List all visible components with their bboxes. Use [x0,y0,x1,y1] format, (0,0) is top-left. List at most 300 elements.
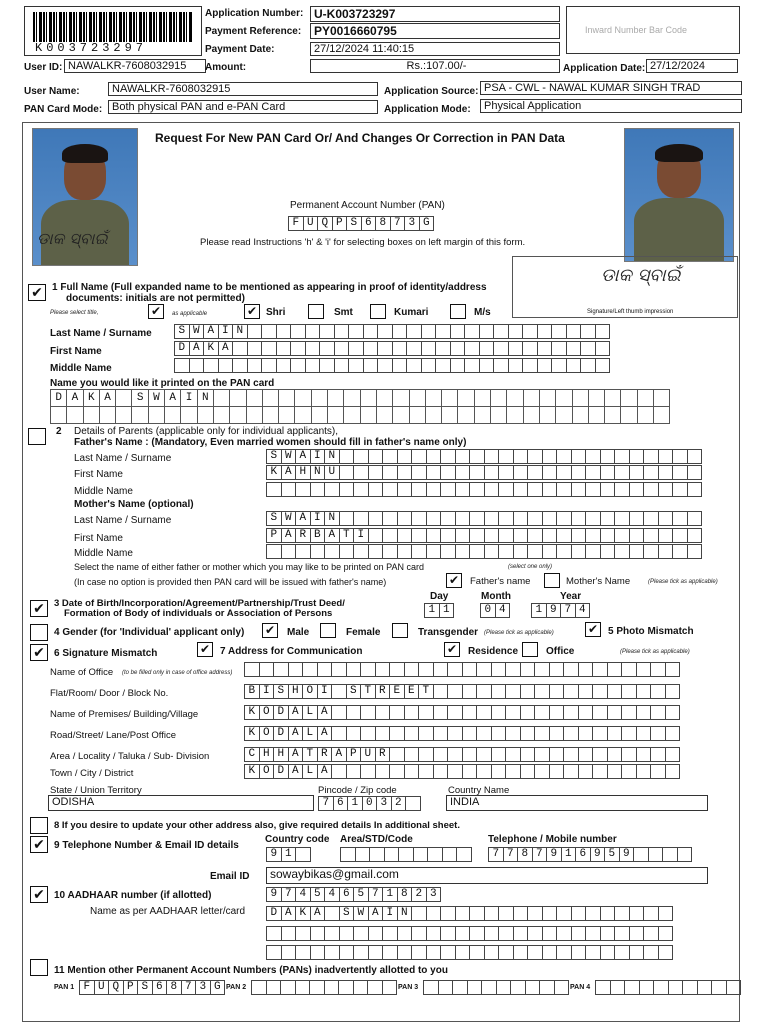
char-cell [653,389,670,407]
char-cell [334,358,350,373]
char-cell: I [259,684,275,699]
char-cell [643,926,659,941]
s10-label: 10 AADHAAR number (if allotted) [54,890,212,901]
char-cell: T [360,684,376,699]
char-cell: 8 [397,887,413,902]
char-cell: T [302,747,318,762]
char-cell: E [404,684,420,699]
char-cell [363,341,379,356]
char-cell [665,684,681,699]
s2-label-a: Details of Parents (applicable only for individual applicants), [74,426,339,437]
char-cell [440,528,456,543]
shri-label: Shri [266,307,286,318]
year-label: Year [560,591,582,602]
barcode-text: K003723297 [35,41,148,55]
char-cell [433,726,449,741]
char-cell: A [317,764,333,779]
char-cell: N [324,449,340,464]
char-cell [338,980,354,995]
char-cell [637,389,654,407]
ms-label: M/s [474,307,491,318]
char-cell: 6 [575,847,591,862]
pan1-value [79,980,224,995]
char-cell [331,764,347,779]
char-cell: D [273,705,289,720]
s9-label: 9 Telephone Number & Email ID details [54,840,239,851]
office-checkbox[interactable] [522,642,538,657]
char-cell [440,945,456,960]
char-cell [658,449,674,464]
char-cell: A [288,747,304,762]
char-cell [353,926,369,941]
char-cell [537,341,553,356]
char-cell [348,358,364,373]
char-cell [455,465,471,480]
char-cell [658,482,674,497]
char-cell: W [148,389,165,407]
char-cell [571,528,587,543]
char-cell [658,926,674,941]
char-cell: 6 [361,216,377,231]
char-cell [295,847,311,862]
char-cell [353,980,369,995]
char-cell [290,358,306,373]
char-cell [566,324,582,339]
char-cell [484,544,500,559]
s1-middle-name-label: Middle Name [50,363,112,374]
country-code-value [266,847,310,862]
char-cell [643,482,659,497]
s1-print-name-row2 [50,406,669,424]
office-name [244,662,679,677]
char-cell [339,945,355,960]
char-cell [83,406,100,424]
char-cell: Q [317,216,333,231]
char-cell: 9 [266,887,282,902]
char-cell [600,926,616,941]
char-cell [469,926,485,941]
s1-first-name-label: First Name [50,346,102,357]
char-cell [639,980,655,995]
char-cell [484,449,500,464]
char-cell [435,358,451,373]
char-cell [578,662,594,677]
s1-checkbox[interactable]: ✔ [28,284,46,301]
char-cell [392,389,409,407]
char-cell [650,705,666,720]
pan2-label: PAN 2 [226,984,247,991]
char-cell [687,482,703,497]
char-cell [527,926,543,941]
smt-checkbox[interactable] [308,304,324,319]
char-cell [115,406,132,424]
char-cell [476,662,492,677]
char-cell [563,764,579,779]
char-cell [534,684,550,699]
char-cell: L [302,726,318,741]
char-cell [592,662,608,677]
char-cell [353,482,369,497]
char-cell: A [310,906,326,921]
char-cell: P [346,747,362,762]
char-cell [498,926,514,941]
char-cell [556,449,572,464]
town-value [244,764,679,779]
mothers-name-checkbox[interactable] [544,573,560,588]
char-cell: S [273,684,289,699]
char-cell [406,324,422,339]
char-cell [455,544,471,559]
char-cell [498,906,514,921]
day-label: Day [430,591,449,602]
s8-checkbox[interactable] [30,817,48,834]
char-cell [551,341,567,356]
s3-checkbox[interactable]: ✔ [30,600,48,617]
char-cell [276,341,292,356]
char-cell: S [339,906,355,921]
residence-checkbox[interactable]: ✔ [444,642,460,657]
instructions: Please read Instructions 'h' & 'i' for selecting boxes on left margin of this form. [200,237,526,248]
pan3-label: PAN 3 [398,984,419,991]
char-cell [614,544,630,559]
email-label: Email ID [210,871,250,882]
area-label: Area / Locality / Taluka / Sub- Division [50,751,210,762]
char-cell [643,465,659,480]
char-cell [549,662,565,677]
char-cell [218,358,234,373]
char-cell [369,847,385,862]
char-cell [672,482,688,497]
char-cell [353,544,369,559]
char-cell [197,406,214,424]
char-cell [658,528,674,543]
char-cell [406,358,422,373]
s10-checkbox[interactable]: ✔ [30,886,48,903]
char-cell [447,726,463,741]
mother-first-name [266,528,701,543]
no-option-text: (In case no option is provided then PAN card will be issued with father's name) [74,577,387,587]
char-cell [600,449,616,464]
char-cell [571,465,587,480]
char-cell: K [83,389,100,407]
sig-mismatch-checkbox[interactable]: ✔ [30,644,48,661]
char-cell [174,358,190,373]
char-cell: W [353,906,369,921]
char-cell [426,449,442,464]
char-cell [491,684,507,699]
char-cell [687,528,703,543]
flat-value [244,684,679,699]
char-cell [309,980,325,995]
char-cell [229,406,246,424]
char-cell [637,406,654,424]
pan-card-mode: Both physical PAN and e-PAN Card [108,100,378,114]
char-cell [513,906,529,921]
char-cell [658,906,674,921]
char-cell: D [273,726,289,741]
char-cell: 5 [604,847,620,862]
char-cell [382,449,398,464]
char-cell [563,705,579,720]
char-cell [213,406,230,424]
char-cell [549,705,565,720]
char-cell [435,324,451,339]
char-cell [440,906,456,921]
char-cell [339,926,355,941]
char-cell [457,389,474,407]
female-checkbox[interactable] [320,623,336,638]
char-cell [592,726,608,741]
char-cell: D [50,389,67,407]
male-label: Male [287,627,310,638]
char-cell: 7 [560,603,576,618]
female-label: Female [346,627,381,638]
char-cell [508,358,524,373]
char-cell [697,980,713,995]
char-cell [672,449,688,464]
char-cell: 3 [426,887,442,902]
char-cell: A [288,705,304,720]
char-cell [629,926,645,941]
char-cell [435,341,451,356]
char-cell [441,406,458,424]
char-cell [614,449,630,464]
char-cell [523,389,540,407]
aadhaar-value [266,887,440,902]
char-cell [585,465,601,480]
char-cell: O [259,764,275,779]
user-id-label: User ID: [24,62,63,73]
char-cell [244,662,260,677]
char-cell [614,926,630,941]
char-cell [426,528,442,543]
char-cell: 8 [166,980,182,995]
payment-date-label: Payment Date: [205,44,275,55]
char-cell [508,324,524,339]
char-cell [455,926,471,941]
char-cell [450,324,466,339]
char-cell: Q [108,980,124,995]
char-cell: W [281,511,297,526]
char-cell [662,847,678,862]
char-cell: U [360,747,376,762]
pan-chars [288,216,433,231]
char-cell [498,465,514,480]
char-cell [382,465,398,480]
char-cell [513,482,529,497]
char-cell [621,684,637,699]
char-cell [643,544,659,559]
char-cell [310,482,326,497]
char-cell [360,406,377,424]
char-cell [382,511,398,526]
char-cell: 2 [411,887,427,902]
transgender-checkbox[interactable] [392,623,408,638]
char-cell [556,465,572,480]
char-cell [462,726,478,741]
char-cell [404,662,420,677]
char-cell [513,511,529,526]
char-cell: I [180,389,197,407]
shri-checkbox[interactable]: ✔ [244,304,260,319]
char-cell [534,764,550,779]
char-cell [261,324,277,339]
s11-checkbox[interactable] [30,959,48,976]
father-middle-name [266,482,701,497]
char-cell: R [317,747,333,762]
char-cell [491,764,507,779]
char-cell: S [346,216,362,231]
char-cell: 6 [152,980,168,995]
country-value: INDIA [446,795,708,811]
char-cell [433,684,449,699]
char-cell [542,945,558,960]
ms-checkbox[interactable] [450,304,466,319]
char-cell [278,406,295,424]
char-cell [508,341,524,356]
char-cell [643,528,659,543]
char-cell [273,662,289,677]
char-cell [643,511,659,526]
char-cell [295,926,311,941]
char-cell [294,406,311,424]
char-cell [360,764,376,779]
char-cell: 2 [391,796,407,811]
char-cell [404,747,420,762]
char-cell: H [259,747,275,762]
char-cell [498,449,514,464]
char-cell: P [266,528,282,543]
char-cell [527,544,543,559]
aadhaar-name-row2 [266,926,672,941]
char-cell [614,482,630,497]
father-first-label: First Name [74,469,123,480]
char-cell [464,324,480,339]
char-cell [658,511,674,526]
char-cell [505,747,521,762]
char-cell [677,847,693,862]
char-cell [310,926,326,941]
char-cell [397,945,413,960]
photo-mismatch-checkbox[interactable]: ✔ [585,622,601,637]
char-cell [510,980,526,995]
char-cell [604,389,621,407]
char-cell [542,906,558,921]
char-cell [455,945,471,960]
male-checkbox[interactable]: ✔ [262,623,278,638]
char-cell [261,341,277,356]
char-cell [607,662,623,677]
char-cell [629,449,645,464]
char-cell [653,980,669,995]
char-cell [726,980,742,995]
char-cell [353,465,369,480]
mother-first-label: First Name [74,533,123,544]
char-cell [484,906,500,921]
char-cell [469,465,485,480]
char-cell [566,341,582,356]
char-cell [469,449,485,464]
char-cell [213,389,230,407]
char-cell: 9 [590,847,606,862]
char-cell [404,705,420,720]
aadhaar-name-label: Name as per AADHAAR letter/card [90,906,246,917]
char-cell: 5 [353,887,369,902]
char-cell [527,465,543,480]
char-cell: 7 [390,216,406,231]
char-cell [505,764,521,779]
char-cell [339,511,355,526]
fathers-name-checkbox[interactable]: ✔ [446,573,462,588]
char-cell: G [210,980,226,995]
char-cell [261,358,277,373]
char-cell [490,389,507,407]
char-cell [580,341,596,356]
char-cell [498,482,514,497]
char-cell [203,358,219,373]
char-cell: T [339,528,355,543]
char-cell [455,449,471,464]
user-id: NAWALKR-7608032915 [64,59,206,73]
char-cell [629,465,645,480]
address-comm-checkbox[interactable]: ✔ [197,642,213,657]
dob-month [480,603,509,618]
char-cell [426,511,442,526]
s9-checkbox[interactable]: ✔ [30,836,48,853]
char-cell [353,511,369,526]
char-cell [542,528,558,543]
char-cell [643,449,659,464]
char-cell: A [331,747,347,762]
char-cell [624,980,640,995]
char-cell: A [281,465,297,480]
kumari-checkbox[interactable] [370,304,386,319]
pan-label: Permanent Account Number (PAN) [290,200,445,211]
char-cell [397,528,413,543]
office-note: (to be filled only in case of office address) [122,670,233,676]
char-cell [348,324,364,339]
char-cell [537,358,553,373]
char-cell [353,945,369,960]
char-cell [376,389,393,407]
s1-middle-name [174,358,609,373]
char-cell [484,482,500,497]
char-cell: U [94,980,110,995]
char-cell [578,764,594,779]
select-name-text: Select the name of either father or mother which you may like to be printed on PAN card [74,562,425,572]
char-cell: P [332,216,348,231]
char-cell [368,528,384,543]
char-cell: 8 [517,847,533,862]
char-cell [687,511,703,526]
char-cell [476,684,492,699]
char-cell: I [382,906,398,921]
s2-checkbox[interactable] [28,428,46,445]
application-number-label: Application Number: [205,8,304,19]
title-blank-checkbox[interactable]: ✔ [148,304,164,319]
char-cell [556,482,572,497]
char-cell [580,324,596,339]
char-cell [578,726,594,741]
s4-checkbox[interactable] [30,624,48,641]
char-cell [411,544,427,559]
char-cell [620,389,637,407]
char-cell [476,747,492,762]
char-cell [99,406,116,424]
char-cell [418,747,434,762]
char-cell: R [295,528,311,543]
char-cell [262,389,279,407]
